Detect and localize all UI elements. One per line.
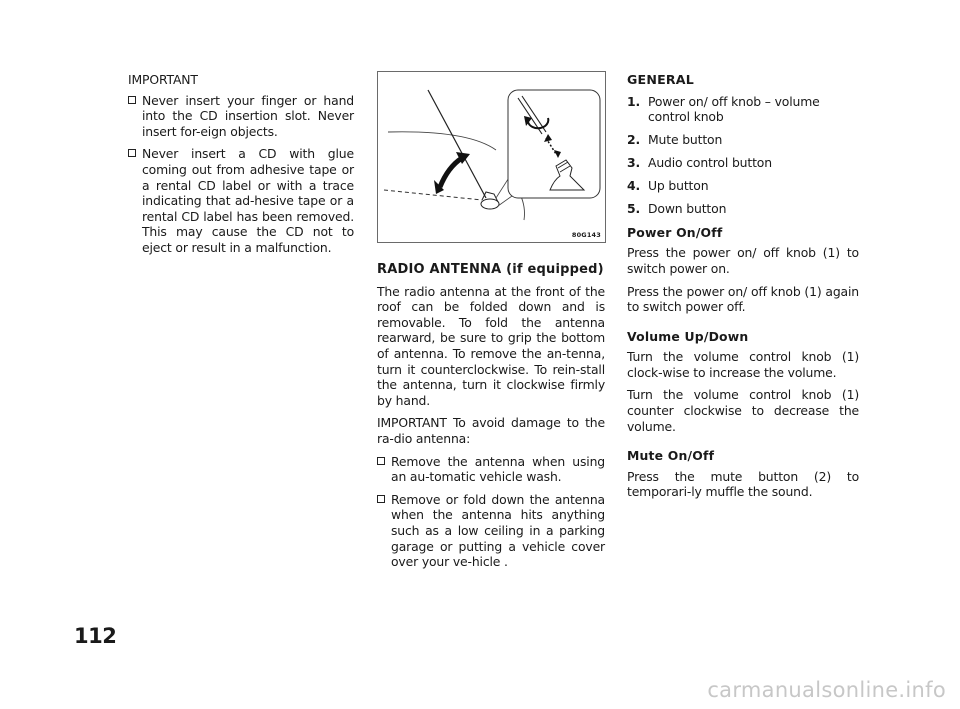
subheading-mute: Mute On/Off xyxy=(627,448,715,464)
numbered-list xyxy=(627,94,859,217)
list-item: 2. Mute button xyxy=(627,132,723,148)
page-number: 112 xyxy=(74,624,117,648)
column-left xyxy=(128,72,354,263)
antenna-illustration xyxy=(377,71,606,243)
column-right xyxy=(627,72,859,507)
section-heading: RADIO ANTENNA (if equipped) xyxy=(377,262,604,277)
important-label: IMPORTANT xyxy=(128,72,198,87)
paragraph: The radio antenna at the front of the roof can be folded down and is removable. To fold the antenna rearward, be sure to grip the bottom of antenna. To remove the an-tenna, turn it counterclockwise. To rein-stall the antenna, turn it clockwise firmly by hand. xyxy=(377,283,605,408)
watermark: carmanualsonline.info xyxy=(707,678,946,702)
paragraph: Press the mute button (2) to temporari-ly muffle the sound. xyxy=(627,468,859,500)
list-item: 1. Power on/ off knob – volume control knob xyxy=(627,93,820,125)
subheading-power: Power On/Off xyxy=(627,224,723,240)
list-item xyxy=(128,146,354,255)
important-paragraph: IMPORTANT To avoid damage to the ra-dio antenna: xyxy=(377,415,605,446)
paragraph: Press the power on/ off knob (1) again to switch power off. xyxy=(627,283,859,315)
subheading-volume: Volume Up/Down xyxy=(627,328,749,344)
list-item xyxy=(377,454,605,485)
paragraph: Turn the volume control knob (1) counter clockwise to decrease the volume. xyxy=(627,387,859,434)
bullet-text: Remove or fold down the antenna when the antenna hits anything such as a low ceiling in a parking garage or putting a vehicle cover over your ve-hicle . xyxy=(391,491,605,570)
list-item: 4. Up button xyxy=(627,178,709,194)
section-heading: GENERAL xyxy=(627,72,694,87)
checkbox-bullet-icon xyxy=(377,495,385,503)
column-middle xyxy=(377,262,605,577)
list-item: 5. Down button xyxy=(627,201,727,217)
paragraph: Press the power on/ off knob (1) to switch power on. xyxy=(627,245,859,276)
figure-code: 80G143 xyxy=(571,231,601,239)
list-item: 3. Audio control button xyxy=(627,155,772,171)
checkbox-bullet-icon xyxy=(128,96,136,104)
checkbox-bullet-icon xyxy=(128,149,136,157)
bullet-text: Remove the antenna when using an au-tomatic vehicle wash. xyxy=(391,453,605,485)
paragraph: Turn the volume control knob (1) clock-wise to increase the volume. xyxy=(627,349,859,380)
list-item xyxy=(128,93,354,140)
bullet-text: Never insert a CD with glue coming out from adhesive tape or a rental CD label or with a trace indicating that ad-hesive tape or a rental CD label has been removed. This may cause the CD not to eject or result in a malfunction. xyxy=(142,146,354,255)
bullet-text: Never insert your finger or hand into the CD insertion slot. Never insert for-eign objects. xyxy=(142,92,354,139)
antenna-drawing xyxy=(378,72,605,242)
list-item xyxy=(377,492,605,570)
checkbox-bullet-icon xyxy=(377,457,385,465)
